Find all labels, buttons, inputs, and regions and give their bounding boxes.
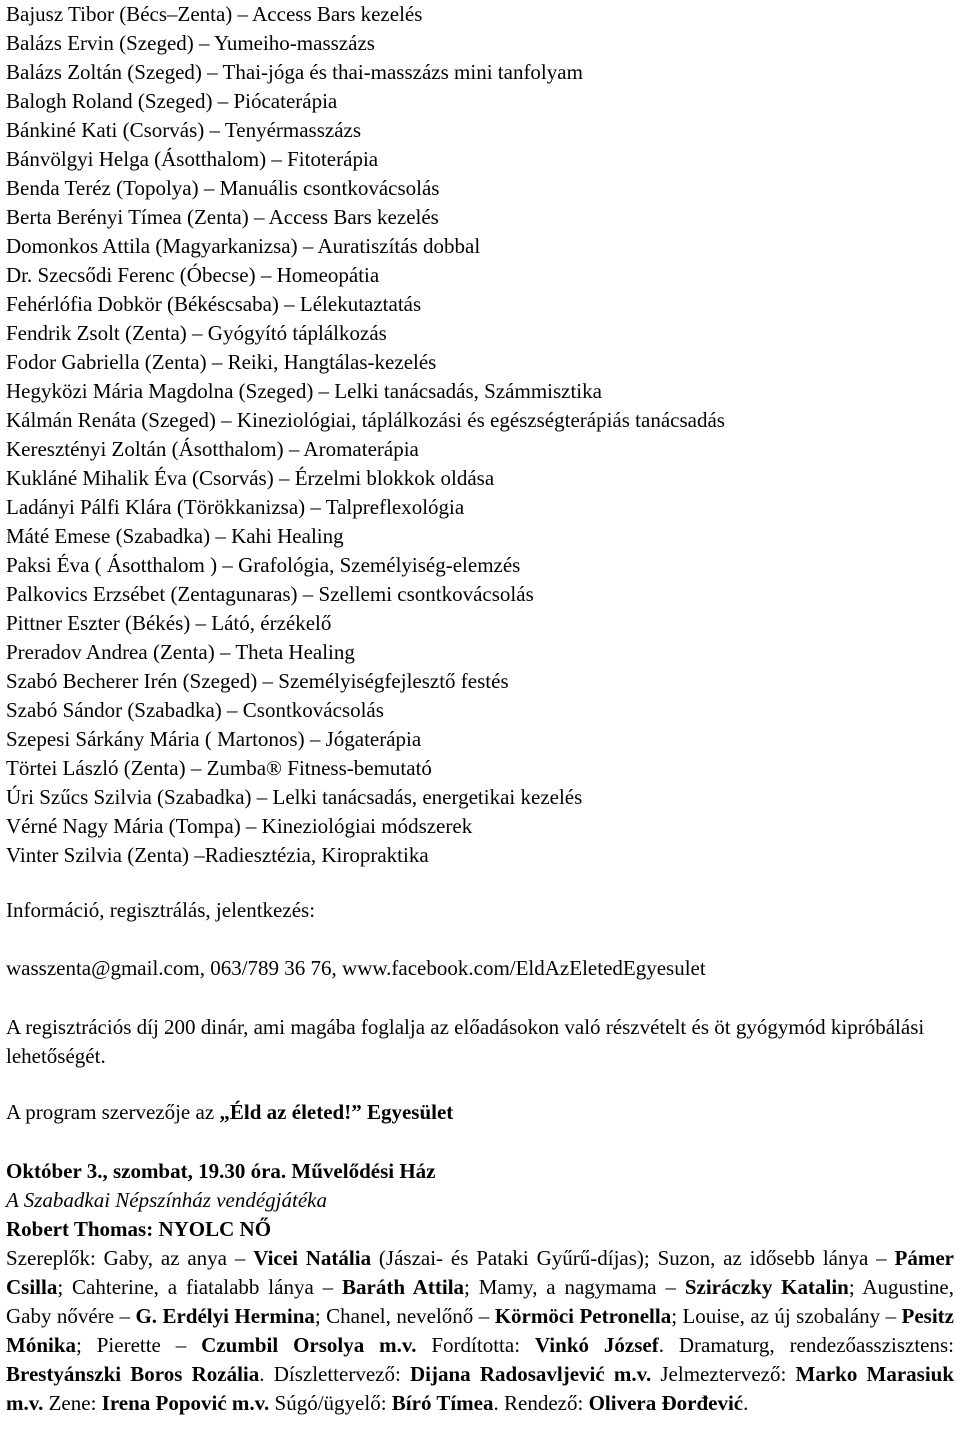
list-item: Kukláné Mihalik Éva (Csorvás) – Érzelmi blokkok oldása	[6, 466, 495, 490]
cast-text: ; Chanel, nevelőnő –	[314, 1304, 495, 1328]
list-item: Keresztényi Zoltán (Ásotthalom) – Aromaterápia	[6, 437, 419, 461]
cast-text: ; Louise, az új szobalány –	[671, 1304, 902, 1328]
list-item: Pittner Eszter (Békés) – Látó, érzékelő	[6, 611, 332, 635]
list-item: Fodor Gabriella (Zenta) – Reiki, Hangtálas-kezelés	[6, 350, 437, 374]
info-label: Információ, regisztrálás, jelentkezés:	[6, 898, 316, 922]
cast-name: Irena Popović m.v.	[101, 1391, 270, 1415]
cast-name: Pámer Csilla	[6, 1246, 954, 1299]
cast-text: Jelmeztervező:	[651, 1362, 796, 1386]
list-item: Hegyközi Mária Magdolna (Szeged) – Lelki tanácsadás, Számmisztika	[6, 379, 602, 403]
list-item: Szabó Sándor (Szabadka) – Csontkovácsolás	[6, 698, 384, 722]
list-item: Bánvölgyi Helga (Ásotthalom) – Fitoterápia	[6, 147, 379, 171]
event-section	[6, 1157, 954, 1418]
cast-text: .	[743, 1391, 749, 1415]
list-item: Palkovics Erzsébet (Zentagunaras) – Szellemi csontkovácsolás	[6, 582, 534, 606]
practitioner-list	[6, 0, 954, 870]
list-item: Berta Berényi Tímea (Zenta) – Access Bars kezelés	[6, 205, 439, 229]
list-item: Szabó Becherer Irén (Szeged) – Személyiségfejlesztő festés	[6, 669, 509, 693]
cast-text: Súgó/ügyelő:	[269, 1391, 392, 1415]
list-item: Kálmán Renáta (Szeged) – Kineziológiai, táplálkozási és egészségterápiás tanácsadás	[6, 408, 725, 432]
cast-text: Fordította:	[416, 1333, 535, 1357]
cast-name: Dijana Radosavljević m.v.	[410, 1362, 652, 1386]
cast-text: . Rendező:	[493, 1391, 589, 1415]
list-item: Fendrik Zsolt (Zenta) – Gyógyító táplálkozás	[6, 321, 387, 345]
list-item: Vinter Szilvia (Zenta) –Radiesztézia, Kiropraktika	[6, 843, 429, 867]
list-item: Dr. Szecsődi Ferenc (Óbecse) – Homeopátia	[6, 263, 380, 287]
contact-line: wasszenta@gmail.com, 063/789 36 76, www.facebook.com/EldAzEletedEgyesulet	[6, 956, 706, 980]
organizer-line	[6, 1098, 453, 1127]
list-item: Törtei László (Zenta) – Zumba® Fitness-bemutató	[6, 756, 432, 780]
cast-text: (Jászai- és Pataki Gyűrű-díjas); Suzon, az idősebb lánya –	[371, 1246, 895, 1270]
cast-name: Brestyánszki Boros Rozália	[6, 1362, 260, 1386]
list-item: Úri Szűcs Szilvia (Szabadka) – Lelki tanácsadás, energetikai kezelés	[6, 785, 583, 809]
cast-name: Vicei Natália	[253, 1246, 372, 1270]
cast-name: Czumbil Orsolya m.v.	[201, 1333, 417, 1357]
cast-text: Szereplők: Gaby, az anya –	[6, 1246, 254, 1270]
list-item: Domonkos Attila (Magyarkanizsa) – Auratiszítás dobbal	[6, 234, 481, 258]
list-item: Máté Emese (Szabadka) – Kahi Healing	[6, 524, 344, 548]
list-item: Balogh Roland (Szeged) – Piócaterápia	[6, 89, 338, 113]
event-subtitle: A Szabadkai Népszínház vendégjátéka	[6, 1188, 327, 1212]
list-item: Preradov Andrea (Zenta) – Theta Healing	[6, 640, 355, 664]
play-title: Robert Thomas: NYOLC NŐ	[6, 1217, 272, 1241]
cast-name: Sziráczky Katalin	[684, 1275, 849, 1299]
list-item: Benda Teréz (Topolya) – Manuális csontkovácsolás	[6, 176, 440, 200]
cast-text: ; Cahterine, a fiatalabb lánya –	[57, 1275, 342, 1299]
event-date: Október 3., szombat, 19.30 óra. Művelődési Ház	[6, 1159, 436, 1183]
list-item: Bajusz Tibor (Bécs–Zenta) – Access Bars kezelés	[6, 2, 423, 26]
cast-name: Baráth Attila	[342, 1275, 465, 1299]
organizer-name: „Éld az életed!” Egyesület	[219, 1100, 454, 1124]
list-item: Fehérlófia Dobkör (Békéscsaba) – Lélekutaztatás	[6, 292, 422, 316]
organizer-prefix: A program szervezője az	[6, 1100, 220, 1124]
cast-name: G. Erdélyi Hermina	[135, 1304, 315, 1328]
list-item: Bánkiné Kati (Csorvás) – Tenyérmasszázs	[6, 118, 362, 142]
list-item: Vérné Nagy Mária (Tompa) – Kineziológiai módszerek	[6, 814, 473, 838]
cast-name: Olivera Đorđević	[588, 1391, 744, 1415]
cast-text: ; Mamy, a nagymama –	[464, 1275, 685, 1299]
cast-name: Bíró Tímea	[391, 1391, 494, 1415]
cast-paragraph	[6, 1244, 954, 1418]
cast-text: Zene:	[43, 1391, 102, 1415]
cast-name: Körmöci Petronella	[494, 1304, 672, 1328]
list-item: Paksi Éva ( Ásotthalom ) – Grafológia, Személyiség-elemzés	[6, 553, 521, 577]
list-item: Ladányi Pálfi Klára (Törökkanizsa) – Talpreflexológia	[6, 495, 465, 519]
cast-text: . Díszlettervező:	[259, 1362, 410, 1386]
cast-text: . Dramaturg, rendezőasszisztens:	[658, 1333, 954, 1357]
cast-name: Marko Marasiuk m.v.	[6, 1362, 955, 1415]
fee-paragraph: A regisztrációs díj 200 dinár, ami magába foglalja az előadásokon való részvételt és öt gyógymód kipróbálási lehetőségét.	[6, 1015, 925, 1068]
cast-text: ; Augustine, Gaby nővére –	[6, 1275, 954, 1328]
list-item: Balázs Ervin (Szeged) – Yumeiho-masszázs	[6, 31, 375, 55]
list-item: Balázs Zoltán (Szeged) – Thai-jóga és thai-masszázs mini tanfolyam	[6, 60, 583, 84]
cast-name: Vinkó József	[534, 1333, 659, 1357]
list-item: Szepesi Sárkány Mária ( Martonos) – Jógaterápia	[6, 727, 422, 751]
cast-name: Pesitz Mónika	[6, 1304, 955, 1357]
cast-text: ; Pierette –	[76, 1333, 202, 1357]
